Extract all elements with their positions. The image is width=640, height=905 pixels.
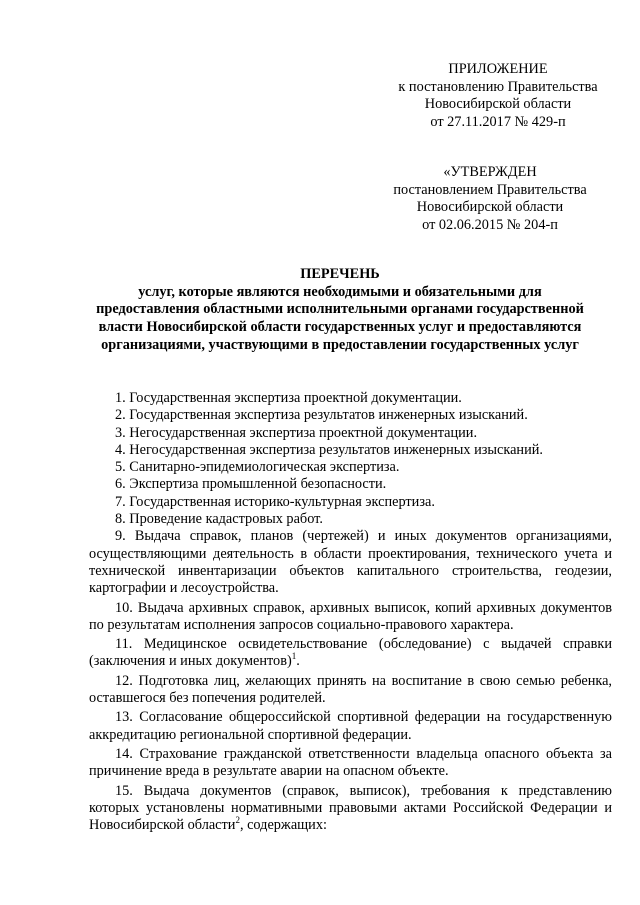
services-list bbox=[89, 390, 612, 834]
list-item: 12. Подготовка лиц, желающих принять на воспитание в свою семью ребенка, оставшегося без попечения родителей. bbox=[89, 672, 612, 707]
list-item: 13. Согласование общероссийской спортивной федерации на государственную аккредитацию региональной спортивной федерации. bbox=[89, 709, 612, 743]
title-line: власти Новосибирской области государственных услуг и предоставляются bbox=[98, 319, 582, 336]
attachment-block bbox=[378, 61, 618, 131]
approved-line: постановлением Правительства bbox=[393, 181, 587, 198]
title-line: организациями, участвующими в предоставлении государственных услуг bbox=[101, 336, 579, 353]
attachment-line: к постановлению Правительства bbox=[398, 78, 598, 95]
list-item: 7. Государственная историко-культурная экспертиза. bbox=[115, 493, 435, 510]
approved-block bbox=[370, 164, 610, 234]
approved-line: Новосибирской области bbox=[416, 199, 564, 215]
list-item: 5. Санитарно-эпидемиологическая экспертиза. bbox=[115, 459, 400, 476]
attachment-date: от 27.11.2017 № 429-п bbox=[430, 113, 566, 130]
list-item: 9. Выдача справок, планов (чертежей) и иных документов организациями, осуществляющими деятельность в области проектирования, технического учета и технической инвентаризации объектов капитального строительства, геодезии, картографии и лесоустройства. bbox=[89, 528, 612, 597]
footnote-marker: 2 bbox=[235, 815, 240, 826]
list-item bbox=[89, 636, 612, 671]
document-title bbox=[60, 266, 620, 355]
list-item: 3. Негосударственная экспертиза проектной документации. bbox=[115, 424, 478, 441]
approved-heading: «УТВЕРЖДЕН bbox=[443, 164, 537, 180]
title-line: услуг, которые являются необходимыми и обязательными для bbox=[138, 283, 542, 300]
approved-date: от 02.06.2015 № 204-п bbox=[422, 216, 558, 233]
attachment-heading: ПРИЛОЖЕНИЕ bbox=[448, 61, 548, 77]
title-line: предоставления областными исполнительными органами государственной bbox=[96, 301, 584, 318]
list-item-end: , содержащих: bbox=[239, 817, 327, 834]
list-item: 1. Государственная экспертиза проектной документации. bbox=[115, 390, 462, 406]
list-item: 8. Проведение кадастровых работ. bbox=[115, 511, 323, 528]
title-heading: ПЕРЕЧЕНЬ bbox=[300, 266, 380, 282]
list-item: 14. Страхование гражданской ответственности владельца опасного объекта за причинение вреда в результате аварии на опасном объекте. bbox=[89, 745, 612, 780]
list-item-text: 11. Медицинское освидетельствование (обследование) с выдачей справки (заключения и иных документов) bbox=[89, 636, 612, 670]
list-item-end: . bbox=[296, 653, 300, 670]
list-item-text: 15. Выдача документов (справок, выписок), требования к представлению которых установлены нормативными правовыми актами Российской Федерации и Новосибирской области bbox=[89, 782, 612, 834]
list-item: 6. Экспертиза промышленной безопасности. bbox=[115, 476, 387, 493]
footnote-marker: 1 bbox=[291, 651, 297, 662]
list-item bbox=[89, 783, 612, 835]
list-item: 4. Негосударственная экспертиза результатов инженерных изысканий. bbox=[115, 441, 543, 458]
list-item: 2. Государственная экспертиза результатов инженерных изысканий. bbox=[115, 407, 528, 424]
list-item: 10. Выдача архивных справок, архивных выписок, копий архивных документов по результатам исполнения запросов социально-правового характера. bbox=[89, 599, 612, 633]
attachment-line: Новосибирской области bbox=[424, 96, 572, 112]
